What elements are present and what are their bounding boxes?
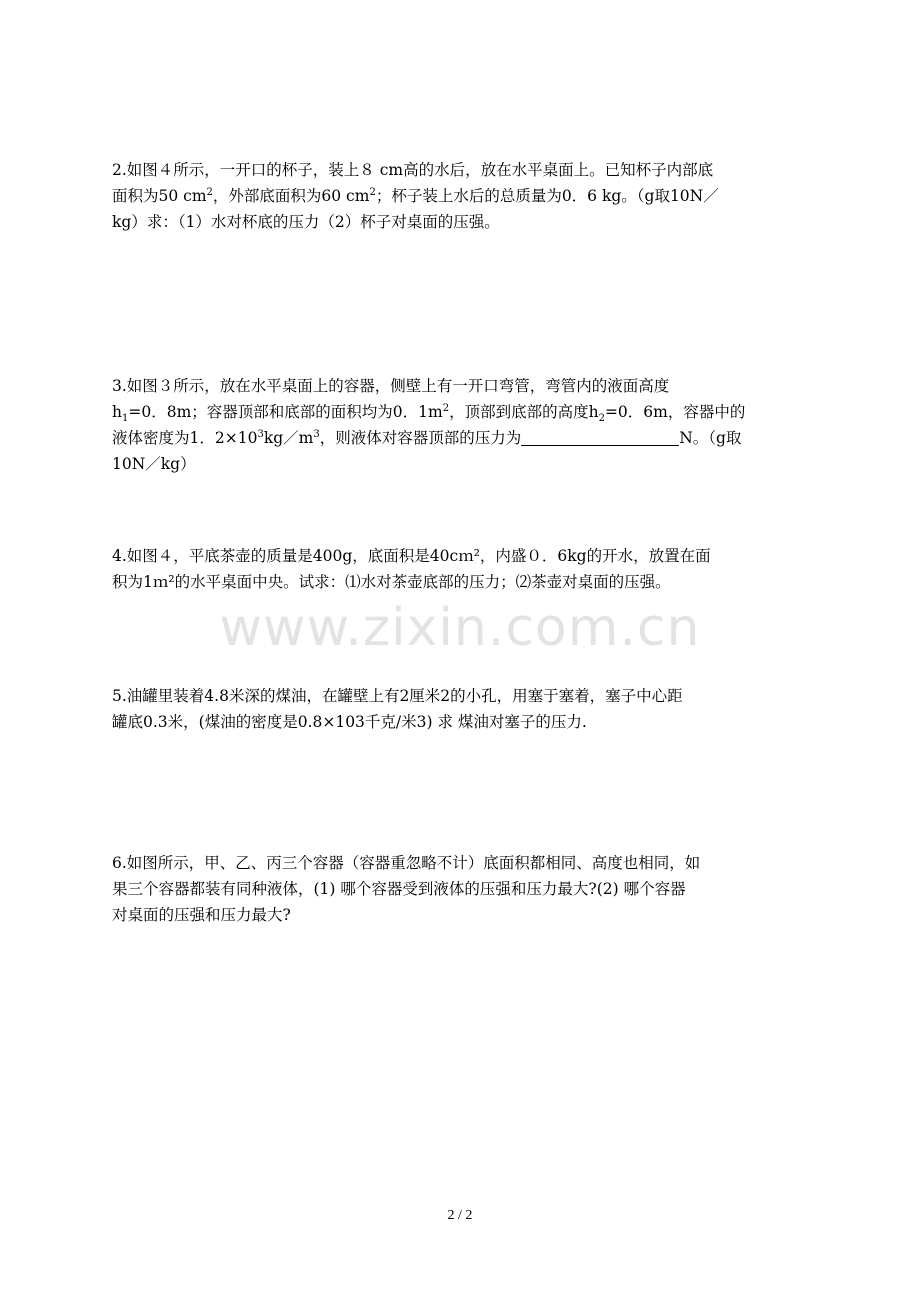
q3-line-4: 10N／kg）: [112, 455, 196, 473]
q2-line-1: 2.如图４所示，一开口的杯子，装上８ cm高的水后，放在水平桌面上。已知杯子内部底: [112, 161, 714, 179]
watermark: www.zixin.com.cn: [219, 598, 701, 658]
question-5: [112, 683, 824, 735]
q3-line-1: 3.如图３所示，放在水平桌面上的容器，侧壁上有一开口弯管，弯管内的液面高度: [112, 377, 670, 395]
q2-line-3: kg）求：（1）水对杯底的压力（2）杯子对桌面的压强。: [112, 213, 500, 231]
q6-line-2: 果三个容器都装有同种液体，(1) 哪个容器受到液体的压强和压力最大?(2) 哪个容器: [112, 880, 686, 898]
q2-line-2: 面积为50 $cm^2$，外部底面积为60 $cm^2$；杯子装上水后的总质量为0．6 kg。（g取10N／: [112, 186, 719, 205]
question-2: [112, 157, 824, 235]
q5-line-1: 5.油罐里装着4.8米深的煤油，在罐壁上有2厘米2的小孔，用塞于塞着，塞子中心距: [112, 687, 683, 705]
q5-line-2: 罐底0.3米，(煤油的密度是0.8×103千克/米3) 求 煤油对塞子的压力.: [112, 713, 587, 731]
q6-line-3: 对桌面的压强和压力最大?: [112, 906, 291, 924]
q3-line-3: 液体密度为1．$2\times 10^3kg/m^3$，则液体对容器顶部的压力为 N。（g取: [112, 428, 742, 447]
question-4: [112, 543, 824, 595]
answer-blank[interactable]: [521, 427, 679, 446]
question-6: [112, 850, 824, 928]
page-number: 2 / 2: [447, 1208, 473, 1223]
q3-line-2: $h_1=0$．8m；容器顶部和底部的面积均为0．$1m^2$，顶部到底部的高度$h_2=0$．6m，容器中的: [112, 402, 746, 425]
q4-line-1: 4.如图４，平底茶壶的质量是400g，底面积是40cｍ²，内盛０．6kg的开水，放置在面: [112, 547, 711, 565]
question-3: [112, 373, 824, 477]
q4-line-2: 积为1ｍ²的水平桌面中央。试求：⑴水对茶壶底部的压力；⑵茶壶对桌面的压强。: [112, 573, 671, 591]
q6-line-1: 6.如图所示，甲、乙、丙三个容器（容器重忽略不计）底面积都相同、高度也相同，如: [112, 854, 701, 872]
